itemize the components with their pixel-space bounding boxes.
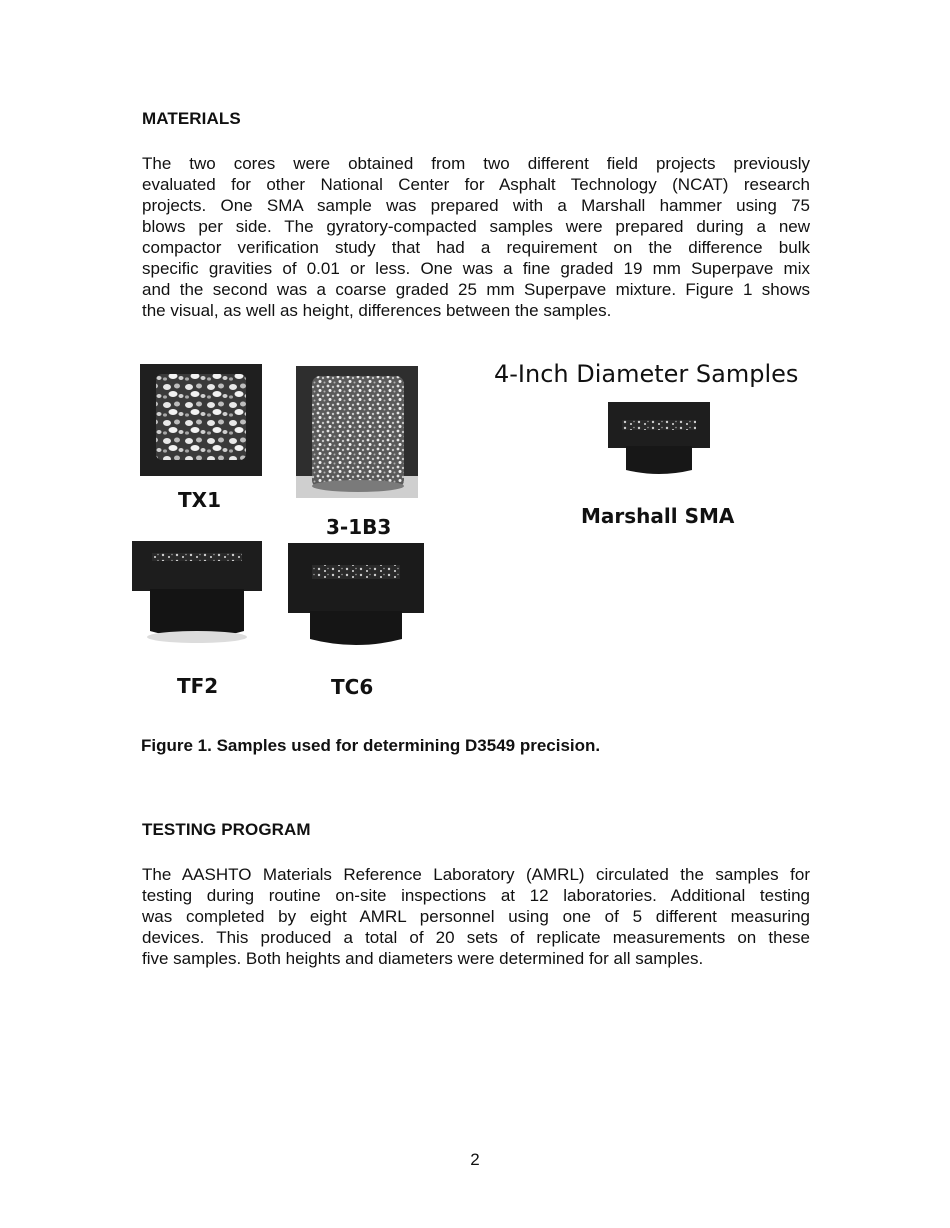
- testing-line: devices. This produced a total of 20 sets of replicate measurements on these: [142, 928, 810, 947]
- testing-line: The AASHTO Materials Reference Laboratory (AMRL) circulated the samples for: [142, 865, 810, 884]
- sample-tc6-photo: [288, 543, 424, 653]
- figure-caption: Figure 1. Samples used for determining D3549 precision.: [141, 736, 601, 755]
- materials-line: compactor verification study that had a requirement on the difference bulk: [142, 238, 810, 257]
- sample-label-tx1: TX1: [178, 488, 221, 512]
- testing-paragraph: [142, 864, 810, 969]
- testing-line: was completed by eight AMRL personnel using one of 5 different measuring: [142, 907, 810, 926]
- materials-line: The two cores were obtained from two different field projects previously: [142, 154, 810, 173]
- materials-line: and the second was a coarse graded 25 mm Superpave mixture. Figure 1 shows: [142, 280, 810, 299]
- sample-3-1b3-photo: [296, 366, 418, 498]
- sample-marshall-sma-photo: [608, 402, 710, 476]
- testing-line: five samples. Both heights and diameters were determined for all samples.: [142, 949, 704, 968]
- sample-label-3-1b3: 3-1B3: [326, 515, 392, 539]
- materials-line: evaluated for other National Center for Asphalt Technology (NCAT) research: [142, 175, 810, 194]
- materials-line: projects. One SMA sample was prepared with a Marshall hammer using 75: [142, 196, 810, 215]
- sample-tf2-photo: [132, 541, 262, 653]
- page-number: 2: [470, 1150, 480, 1169]
- materials-line: specific gravities of 0.01 or less. One was a fine graded 19 mm Superpave mix: [142, 259, 810, 278]
- materials-paragraph: [142, 153, 810, 321]
- sample-label-tf2: TF2: [177, 674, 219, 698]
- figure-title: 4-Inch Diameter Samples: [494, 360, 799, 388]
- testing-heading: TESTING PROGRAM: [142, 820, 311, 839]
- materials-line: the visual, as well as height, differences between the samples.: [142, 301, 612, 320]
- sample-tx1-photo: [140, 364, 262, 476]
- sample-label-marshall-sma: Marshall SMA: [581, 504, 735, 528]
- materials-line: blows per side. The gyratory-compacted samples were prepared during a new: [142, 217, 810, 236]
- testing-line: testing during routine on-site inspections at 12 laboratories. Additional testing: [142, 886, 810, 905]
- materials-heading: MATERIALS: [142, 109, 241, 128]
- sample-label-tc6: TC6: [331, 675, 374, 699]
